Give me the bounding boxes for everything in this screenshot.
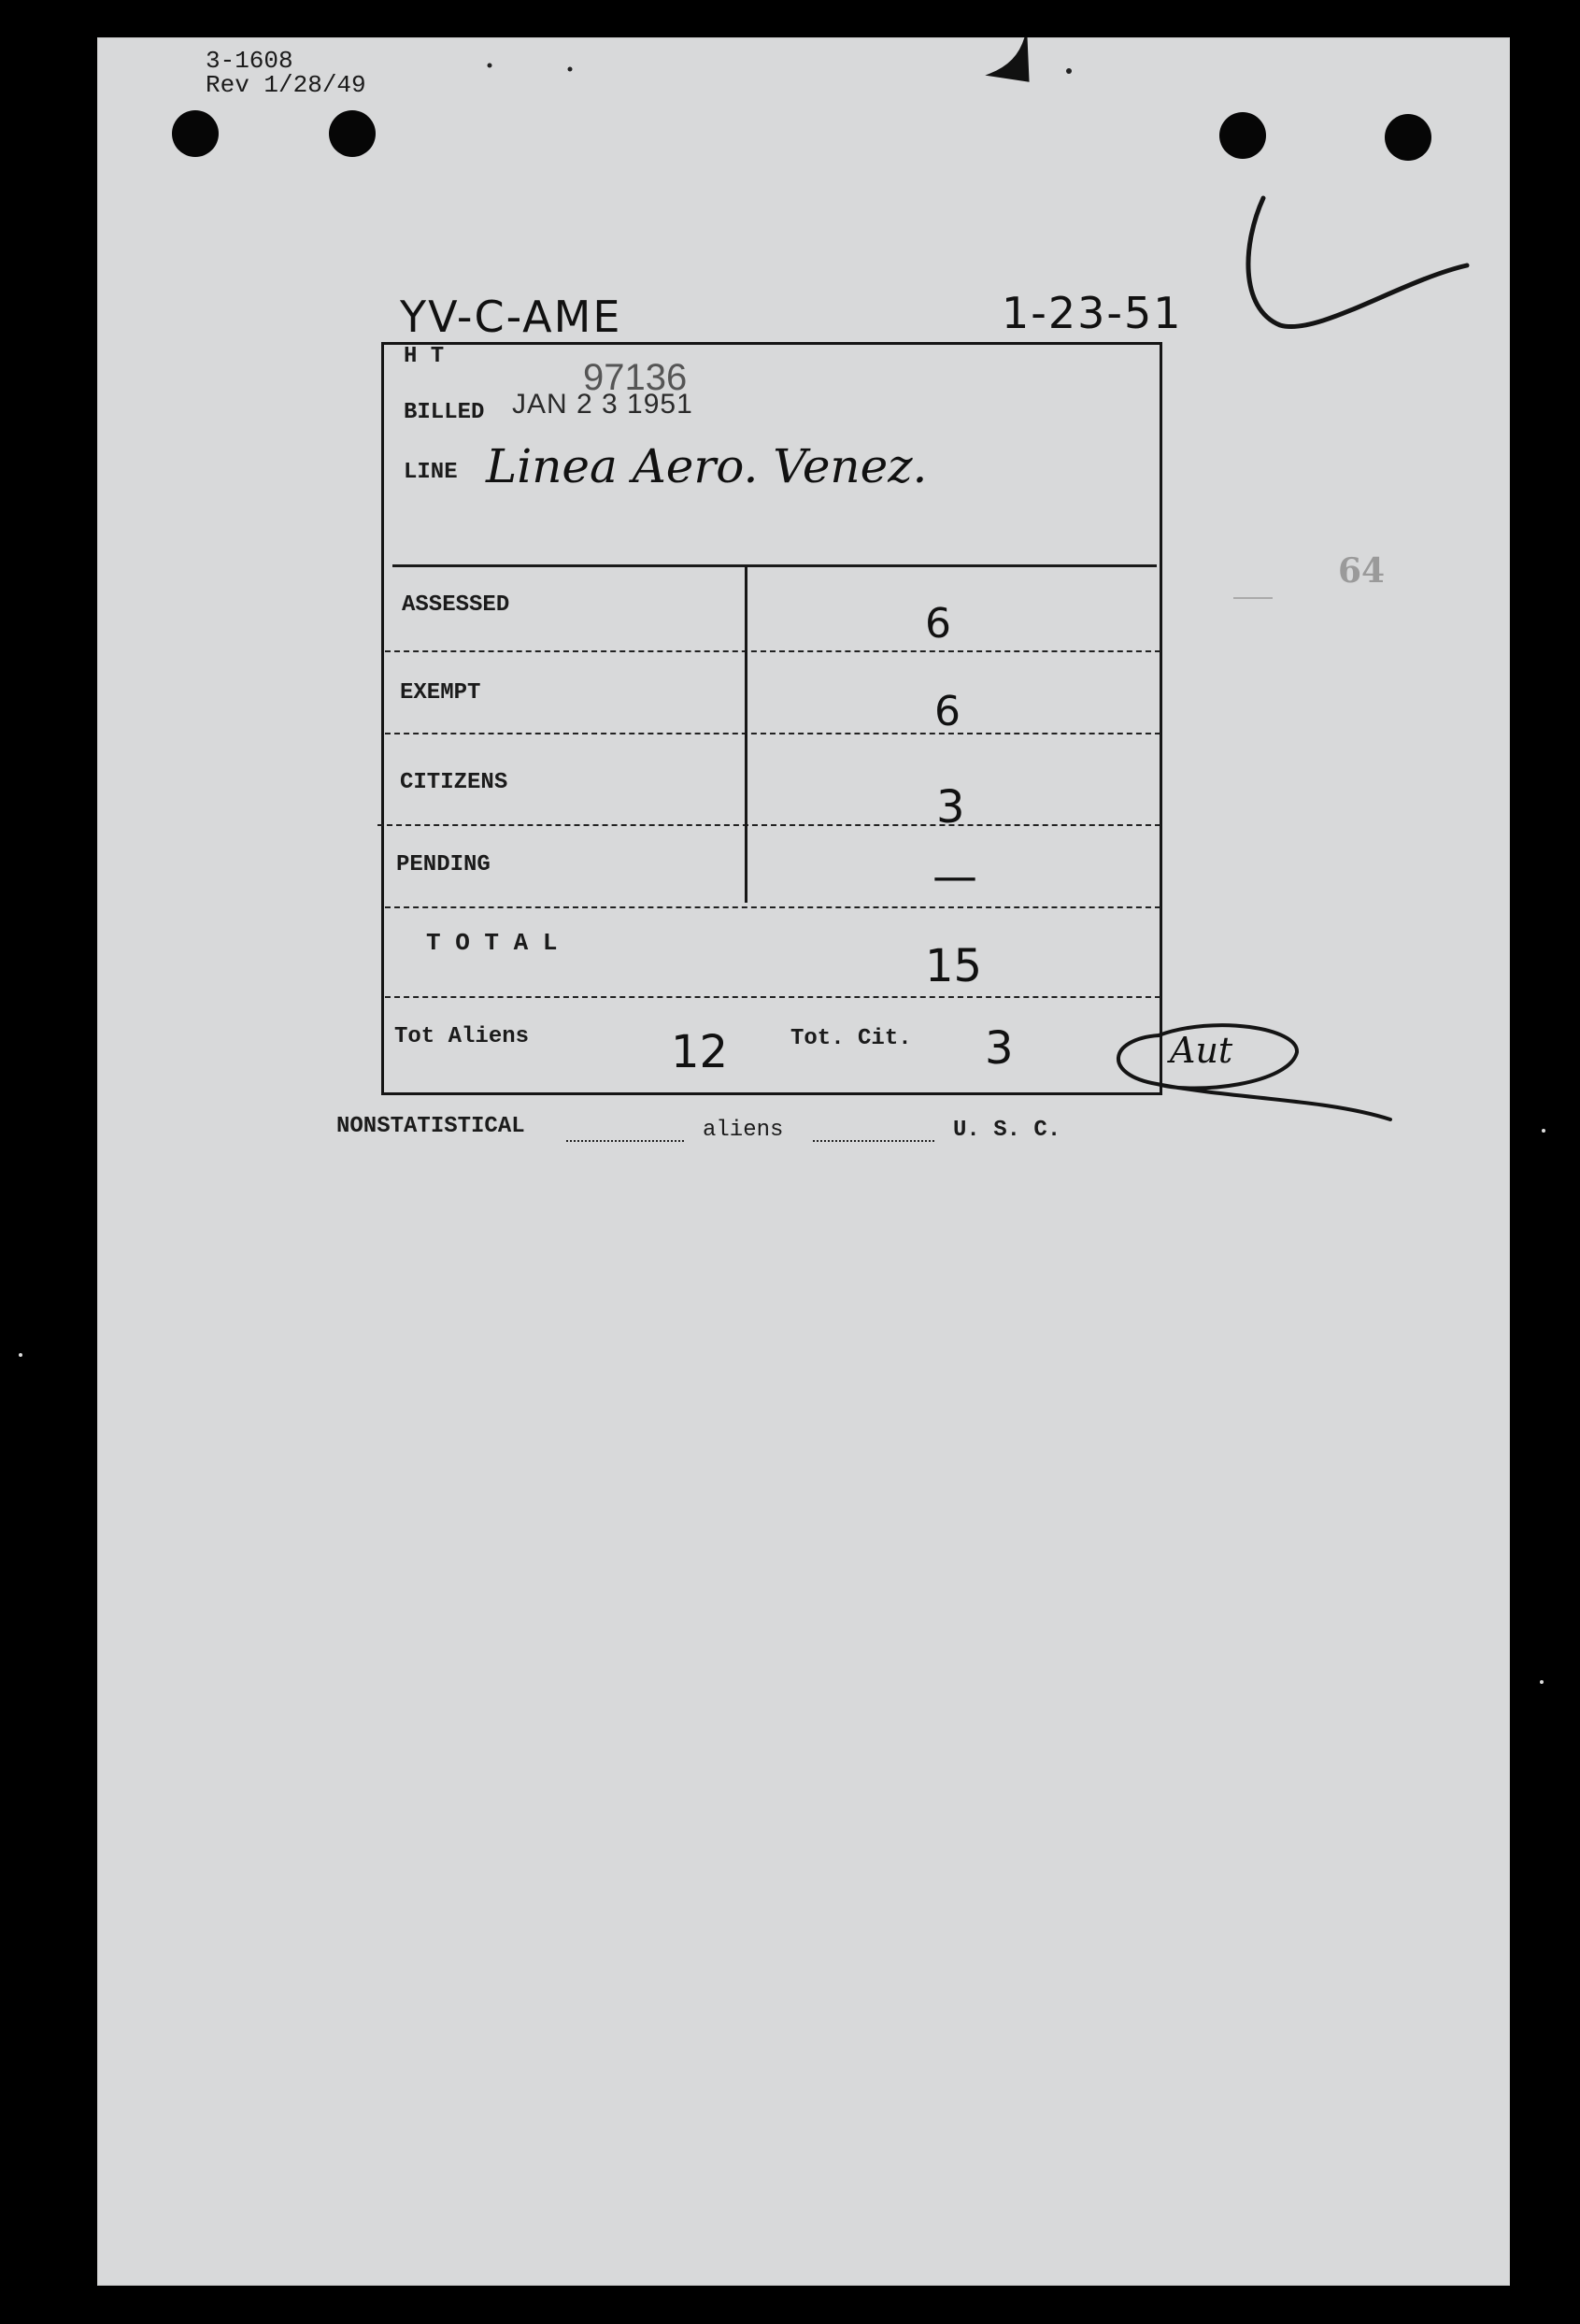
stamp-number: 97136 [583,357,688,398]
billed-date-stamp: JAN 2 3 1951 [512,389,693,420]
tot-cit-value: 3 [985,1022,1014,1075]
total-label: T O T A L [426,929,558,957]
speck-2 [568,67,573,72]
flight-code: YV-C-AME [400,292,622,342]
nonstatistical-label: NONSTATISTICAL [336,1114,525,1139]
ht-label: H T [404,344,445,369]
row-value-pending: — [932,850,977,903]
initials: Aut [1170,1030,1233,1071]
row-value-citizens: 3 [936,781,965,834]
top-pen-mark [990,37,1028,80]
speck-3 [1066,68,1072,74]
line-value: Linea Aero. Venez. [486,439,928,493]
billed-label: BILLED [404,400,485,425]
aliens-label: aliens [703,1118,784,1143]
initials-circle [1118,1025,1390,1119]
page-number: 64 [1338,551,1386,591]
form-revision: Rev 1/28/49 [206,71,366,99]
speck-1 [488,64,492,68]
usc-label: U. S. C. [953,1118,1061,1143]
total-value: 15 [925,940,983,992]
tot-aliens-label: Tot Aliens [394,1024,530,1049]
row-value-exempt: 6 [934,688,961,735]
row-label-citizens: CITIZENS [400,770,508,795]
tot-cit-label: Tot. Cit. [790,1026,912,1051]
row-label-assessed: ASSESSED [402,592,510,618]
speck-4 [1542,1129,1545,1133]
row-label-exempt: EXEMPT [400,680,481,706]
tot-aliens-value: 12 [671,1026,729,1078]
speck-5 [19,1353,22,1357]
form-number: 3-1608 [206,47,293,75]
line-label: LINE [404,460,458,485]
check-mark [1248,198,1467,327]
speck-6 [1540,1680,1544,1684]
flight-date: 1-23-51 [1002,288,1183,338]
row-value-assessed: 6 [925,600,951,648]
row-label-pending: PENDING [396,852,491,877]
